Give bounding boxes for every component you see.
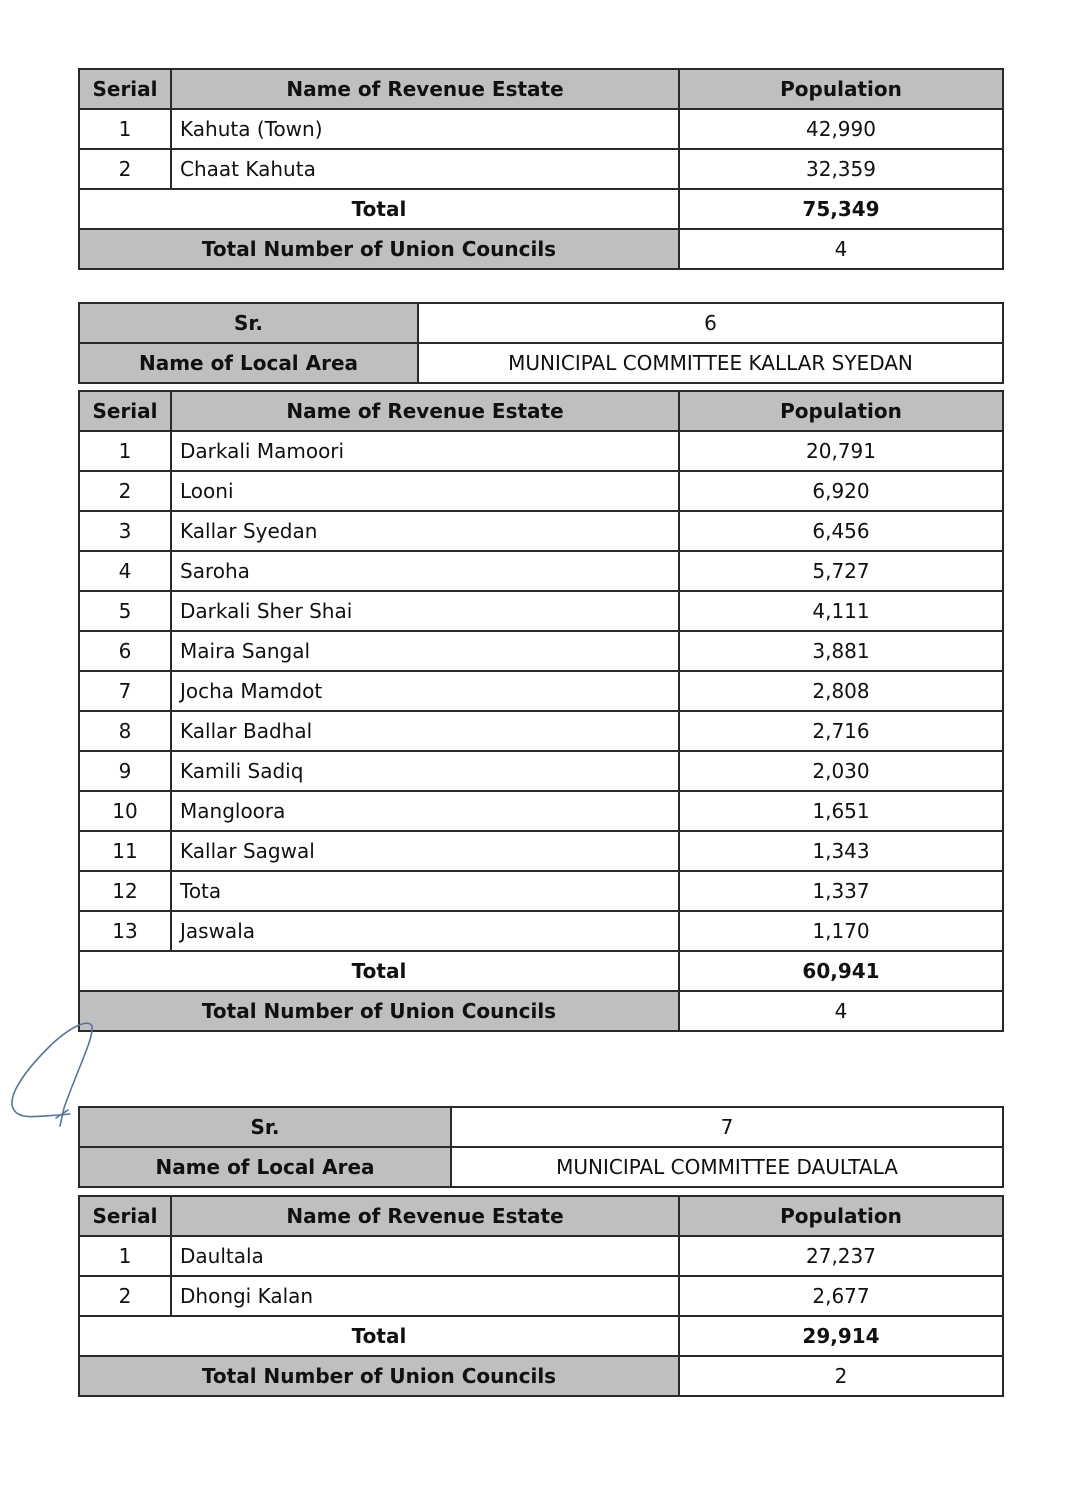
serial-cell: 9 <box>79 751 171 791</box>
population-cell: 3,881 <box>679 631 1003 671</box>
total-value: 60,941 <box>679 951 1003 991</box>
estate-name-cell: Kamili Sadiq <box>171 751 679 791</box>
serial-cell: 2 <box>79 1276 171 1316</box>
handwritten-signature <box>8 1018 108 1133</box>
serial-cell: 12 <box>79 871 171 911</box>
sr-row <box>79 303 1003 343</box>
serial-header: Serial <box>79 69 171 109</box>
serial-cell: 5 <box>79 591 171 631</box>
sr-row <box>79 1107 1003 1147</box>
table-row <box>79 551 1003 591</box>
table-row <box>79 911 1003 951</box>
union-councils-value: 2 <box>679 1356 1003 1396</box>
serial-cell: 10 <box>79 791 171 831</box>
estate-name-cell: Kallar Badhal <box>171 711 679 751</box>
serial-cell: 1 <box>79 1236 171 1276</box>
local-area-value: MUNICIPAL COMMITTEE KALLAR SYEDAN <box>418 343 1003 383</box>
table-row <box>79 751 1003 791</box>
estate-name-cell: Kahuta (Town) <box>171 109 679 149</box>
sr-value: 6 <box>418 303 1003 343</box>
sr-value: 7 <box>451 1107 1003 1147</box>
table-row <box>79 831 1003 871</box>
table-row <box>79 511 1003 551</box>
total-row <box>79 951 1003 991</box>
population-cell: 1,343 <box>679 831 1003 871</box>
estate-name-cell: Chaat Kahuta <box>171 149 679 189</box>
population-cell: 2,677 <box>679 1276 1003 1316</box>
serial-cell: 1 <box>79 109 171 149</box>
table-header-row <box>79 391 1003 431</box>
local-area-row <box>79 1147 1003 1187</box>
population-cell: 1,651 <box>679 791 1003 831</box>
table-row <box>79 109 1003 149</box>
estate-header: Name of Revenue Estate <box>171 391 679 431</box>
table-row <box>79 149 1003 189</box>
union-councils-label: Total Number of Union Councils <box>79 229 679 269</box>
serial-cell: 13 <box>79 911 171 951</box>
local-area-label: Name of Local Area <box>79 343 418 383</box>
population-cell: 5,727 <box>679 551 1003 591</box>
local-area-value: MUNICIPAL COMMITTEE DAULTALA <box>451 1147 1003 1187</box>
estate-table-section-7 <box>78 1195 1004 1397</box>
estate-name-cell: Looni <box>171 471 679 511</box>
population-cell: 2,808 <box>679 671 1003 711</box>
table-row <box>79 431 1003 471</box>
table-row <box>79 1236 1003 1276</box>
table-row <box>79 1276 1003 1316</box>
population-header: Population <box>679 1196 1003 1236</box>
table-row <box>79 671 1003 711</box>
union-councils-value: 4 <box>679 991 1003 1031</box>
population-cell: 20,791 <box>679 431 1003 471</box>
estate-header: Name of Revenue Estate <box>171 69 679 109</box>
population-cell: 6,920 <box>679 471 1003 511</box>
population-header: Population <box>679 69 1003 109</box>
population-cell: 1,337 <box>679 871 1003 911</box>
serial-cell: 8 <box>79 711 171 751</box>
table-row <box>79 871 1003 911</box>
serial-cell: 6 <box>79 631 171 671</box>
estate-name-cell: Saroha <box>171 551 679 591</box>
union-councils-label: Total Number of Union Councils <box>79 991 679 1031</box>
table-row <box>79 591 1003 631</box>
serial-cell: 2 <box>79 149 171 189</box>
population-cell: 27,237 <box>679 1236 1003 1276</box>
total-label: Total <box>79 951 679 991</box>
serial-cell: 7 <box>79 671 171 711</box>
estate-table-section-5 <box>78 68 1004 270</box>
estate-name-cell: Darkali Mamoori <box>171 431 679 471</box>
table-header-row <box>79 1196 1003 1236</box>
local-area-label: Name of Local Area <box>79 1147 451 1187</box>
serial-cell: 11 <box>79 831 171 871</box>
union-councils-value: 4 <box>679 229 1003 269</box>
sr-label: Sr. <box>79 303 418 343</box>
union-councils-label: Total Number of Union Councils <box>79 1356 679 1396</box>
table-header-row <box>79 69 1003 109</box>
estate-name-cell: Dhongi Kalan <box>171 1276 679 1316</box>
local-area-header-section-7 <box>78 1106 1004 1188</box>
estate-name-cell: Mangloora <box>171 791 679 831</box>
population-cell: 42,990 <box>679 109 1003 149</box>
table-row <box>79 471 1003 511</box>
serial-cell: 3 <box>79 511 171 551</box>
local-area-row <box>79 343 1003 383</box>
population-cell: 32,359 <box>679 149 1003 189</box>
local-area-header-section-6 <box>78 302 1004 384</box>
serial-cell: 4 <box>79 551 171 591</box>
table-row <box>79 631 1003 671</box>
sr-label: Sr. <box>79 1107 451 1147</box>
population-cell: 2,716 <box>679 711 1003 751</box>
estate-name-cell: Kallar Syedan <box>171 511 679 551</box>
population-cell: 2,030 <box>679 751 1003 791</box>
estate-name-cell: Jocha Mamdot <box>171 671 679 711</box>
total-row <box>79 189 1003 229</box>
total-label: Total <box>79 189 679 229</box>
serial-header: Serial <box>79 391 171 431</box>
estate-header: Name of Revenue Estate <box>171 1196 679 1236</box>
total-value: 75,349 <box>679 189 1003 229</box>
table-row <box>79 711 1003 751</box>
estate-name-cell: Darkali Sher Shai <box>171 591 679 631</box>
estate-table-section-6 <box>78 390 1004 1032</box>
population-cell: 1,170 <box>679 911 1003 951</box>
total-row <box>79 1316 1003 1356</box>
estate-name-cell: Tota <box>171 871 679 911</box>
population-cell: 6,456 <box>679 511 1003 551</box>
union-councils-row <box>79 229 1003 269</box>
population-cell: 4,111 <box>679 591 1003 631</box>
serial-cell: 1 <box>79 431 171 471</box>
population-header: Population <box>679 391 1003 431</box>
estate-name-cell: Daultala <box>171 1236 679 1276</box>
total-value: 29,914 <box>679 1316 1003 1356</box>
estate-name-cell: Maira Sangal <box>171 631 679 671</box>
union-councils-row <box>79 1356 1003 1396</box>
table-row <box>79 791 1003 831</box>
total-label: Total <box>79 1316 679 1356</box>
estate-name-cell: Kallar Sagwal <box>171 831 679 871</box>
estate-name-cell: Jaswala <box>171 911 679 951</box>
serial-cell: 2 <box>79 471 171 511</box>
union-councils-row <box>79 991 1003 1031</box>
serial-header: Serial <box>79 1196 171 1236</box>
